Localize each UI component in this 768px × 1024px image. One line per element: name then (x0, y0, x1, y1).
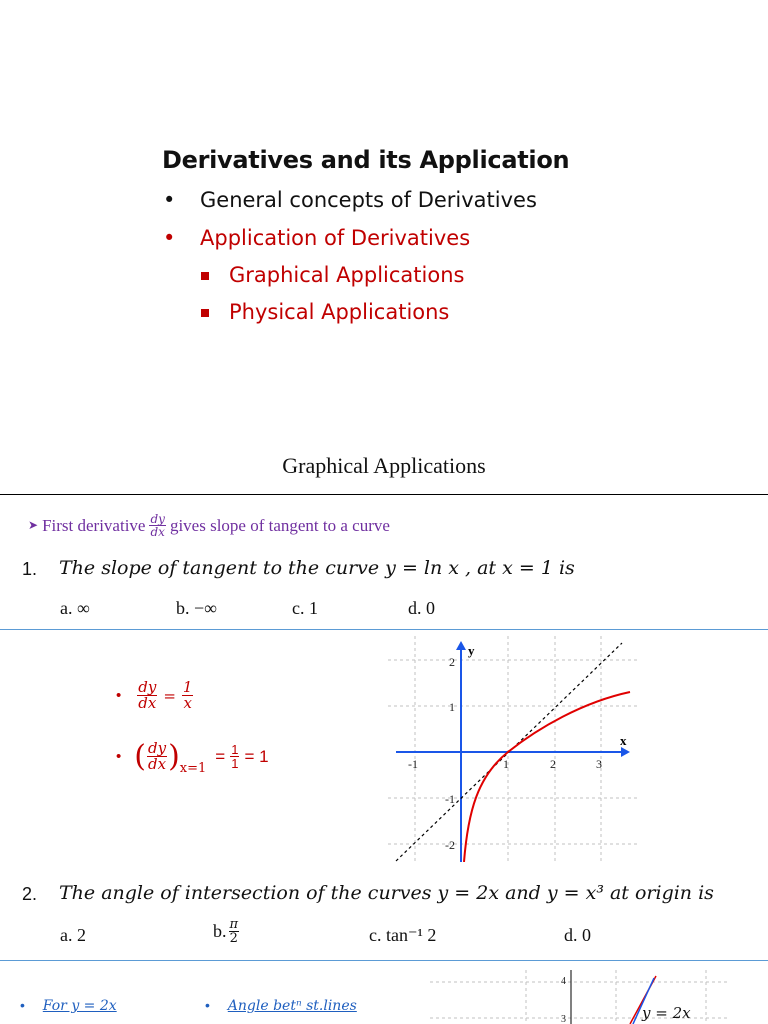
q2-option-d[interactable]: d. 0 (564, 925, 591, 945)
frac-numerator: dy (147, 739, 167, 757)
y-tick-label: -2 (445, 838, 455, 852)
ln-x-graph (388, 636, 638, 862)
bullet-label: Angle betⁿ st.lines (227, 998, 357, 1014)
intro-suffix: gives slope of tangent to a curve (169, 515, 390, 535)
y-tick-label: 4 (561, 976, 566, 987)
x-axis-label: x (620, 733, 627, 748)
intro-prefix: First derivative (42, 515, 146, 535)
divider-line-blue (0, 960, 768, 961)
result-equals-one: = 1 (244, 746, 269, 766)
y-tick-label: -1 (445, 792, 455, 806)
bullet-dot: • (116, 748, 122, 765)
ln-x-curve (464, 692, 630, 862)
q1-text: The slope of tangent to the curve y = ln x , at x = 1 is (59, 557, 575, 579)
q1-option-b[interactable]: b. −∞ (176, 598, 217, 618)
divider-line (0, 494, 768, 495)
option-letter: b. (213, 921, 227, 941)
frac-denominator: dx (150, 525, 165, 539)
bullet-dot: • (205, 997, 210, 1013)
arrow-bullet-icon: ➤ (28, 518, 39, 532)
q1-option-d[interactable]: d. 0 (408, 598, 435, 618)
x-tick-label: 1 (503, 757, 509, 771)
bullet-dot: • (20, 997, 25, 1013)
bullet-label: Physical Applications (229, 300, 450, 324)
intro-line (28, 513, 390, 538)
y-axis-label: y (468, 643, 475, 658)
q1-option-c[interactable]: c. 1 (292, 598, 318, 618)
frac-numerator: 1 (182, 678, 193, 696)
graph-line-label: y = 2x (642, 1004, 691, 1022)
frac-denominator: 1 (231, 756, 239, 771)
line-y-2x-graph (430, 970, 730, 1024)
one-over-one-fraction (230, 743, 239, 770)
dy-dx-fraction (149, 513, 165, 538)
frac-denominator: dx (138, 694, 157, 712)
q1-number: 1. (22, 559, 38, 579)
bullet-label: Application of Derivatives (200, 226, 471, 250)
y-axis-arrow-icon (456, 641, 466, 650)
equals-sign: = (215, 746, 226, 766)
frac-numerator: 1 (231, 742, 239, 757)
bullet-dot: • (163, 226, 176, 250)
q2-option-a[interactable]: a. 2 (60, 925, 86, 945)
frac-denominator: dx (147, 755, 167, 773)
frac-denominator: x (183, 694, 192, 712)
subscript-x-equals-1: x=1 (179, 761, 207, 776)
q2-number: 2. (22, 884, 38, 904)
q2-text: The angle of intersection of the curves y = 2x and y = x³ at origin is (59, 882, 714, 904)
bullet-dot: • (163, 188, 176, 212)
q1-option-a[interactable]: a. ∞ (60, 598, 90, 618)
sol1-line2 (116, 737, 269, 776)
square-bullet-icon (201, 309, 209, 317)
y-tick-label: 2 (449, 655, 455, 669)
one-over-x-fraction (182, 680, 194, 711)
frac-numerator: dy (138, 678, 157, 696)
frac-numerator: π (229, 917, 239, 932)
x-axis-arrow-icon (621, 747, 630, 757)
q2-option-c[interactable]: c. tan⁻¹ 2 (369, 925, 437, 945)
dy-dx-fraction (147, 741, 167, 772)
equals-sign: = (163, 686, 176, 705)
bullet-label: Graphical Applications (229, 263, 465, 287)
sol2-left-bullet (20, 997, 117, 1014)
frac-numerator: dy (150, 512, 165, 526)
x-tick-label: -1 (408, 757, 418, 771)
pi-over-2-fraction (229, 918, 240, 945)
frac-denominator: 2 (229, 931, 238, 946)
bullet-dot: • (116, 687, 122, 704)
sol1-line1 (116, 680, 193, 711)
right-paren: ) (168, 738, 180, 774)
sol2-right-bullet (205, 997, 357, 1014)
bullet-label: General concepts of Derivatives (200, 188, 537, 212)
y-tick-label: 1 (449, 700, 455, 714)
bullet-label: For y = 2x (42, 998, 117, 1014)
x-tick-label: 2 (550, 757, 556, 771)
dy-dx-fraction (137, 680, 157, 711)
y-tick-label: 3 (561, 1014, 566, 1024)
section-heading: Graphical Applications (282, 453, 486, 478)
q2-option-b[interactable] (213, 918, 239, 945)
left-paren: ( (134, 738, 146, 774)
slide-title: Derivatives and its Application (162, 146, 570, 174)
square-bullet-icon (201, 272, 209, 280)
x-tick-label: 3 (596, 757, 602, 771)
divider-line-blue (0, 629, 768, 630)
